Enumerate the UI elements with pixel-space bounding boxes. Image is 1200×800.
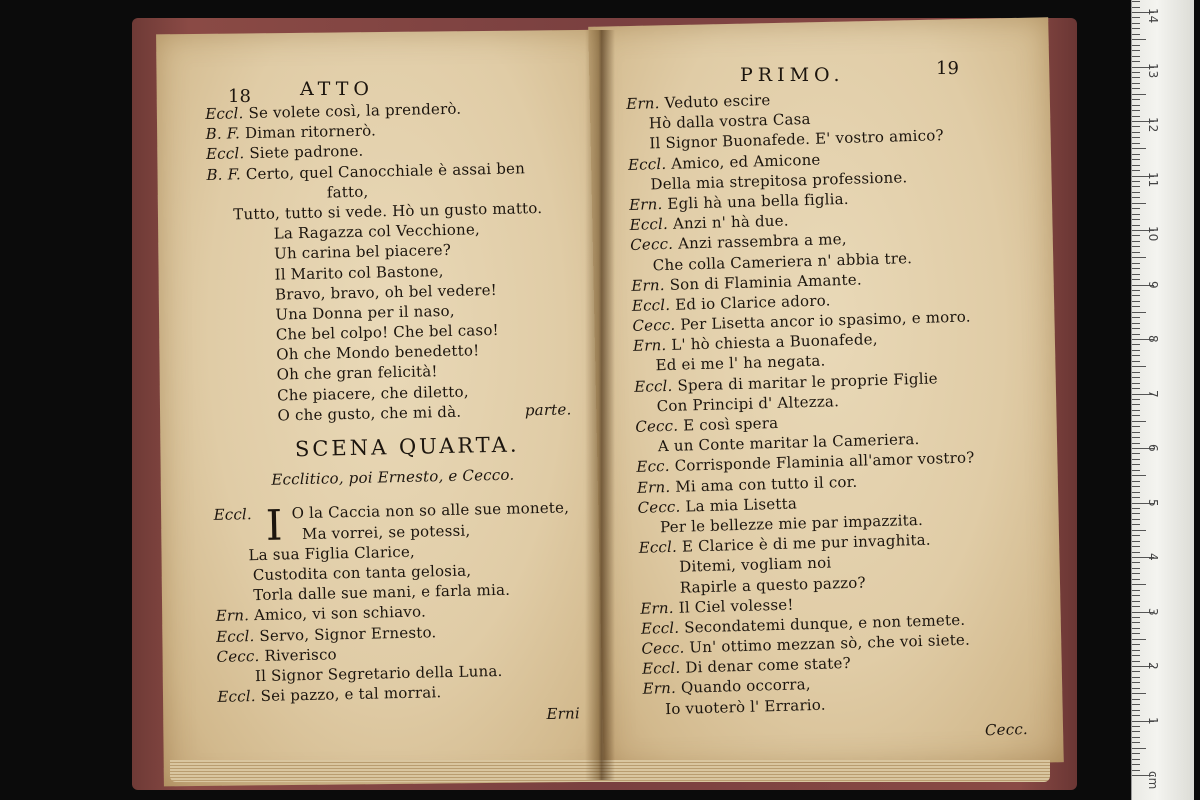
ruler-tick xyxy=(1132,404,1140,405)
ruler-tick xyxy=(1132,388,1140,389)
speaker-label: Eccl. xyxy=(205,144,245,164)
line-text: Ed io Clarice adoro. xyxy=(669,291,831,314)
ruler-tick xyxy=(1132,704,1140,705)
line-text: Siete padrone. xyxy=(244,142,364,163)
line-text: Diman ritornerò. xyxy=(239,121,377,143)
ruler-tick xyxy=(1132,181,1140,182)
line-text: Ma vorrei, se potessi, xyxy=(301,521,471,543)
ruler-tick xyxy=(1132,622,1140,623)
line-text: E Clarice è di me pur invaghita. xyxy=(676,530,932,556)
ruler-tick xyxy=(1132,590,1140,591)
ruler-label: 6 xyxy=(1146,444,1160,452)
ruler-tick xyxy=(1132,437,1140,438)
ruler-tick xyxy=(1132,595,1140,596)
line-text: Veduto escire xyxy=(659,90,771,113)
line-text: Di denar come state? xyxy=(680,654,852,677)
ruler-label: cm xyxy=(1146,771,1160,790)
ruler-tick xyxy=(1132,497,1140,498)
line-text: Riverisco xyxy=(259,645,337,665)
line-text: Hò dalla vostra Casa xyxy=(648,110,811,133)
ruler-tick xyxy=(1132,726,1140,727)
ruler-tick xyxy=(1132,1,1140,2)
ruler-tick xyxy=(1132,372,1140,373)
speaker-label: Cecc. xyxy=(635,416,679,436)
ruler-tick xyxy=(1132,355,1140,356)
ruler-tick xyxy=(1132,154,1140,155)
line-text: Con Principi d' Altezza. xyxy=(656,391,840,416)
ruler-tick xyxy=(1132,443,1140,444)
ruler-tick xyxy=(1132,770,1140,771)
ruler-tick xyxy=(1132,513,1140,514)
line-text: Spera di maritar le proprie Figlie xyxy=(672,369,938,395)
ruler-tick xyxy=(1132,688,1140,689)
ruler-tick xyxy=(1132,94,1146,95)
line-text: Tutto, tutto si vede. Hò un gusto matto. xyxy=(233,198,543,224)
left-dialogue-bottom-wrap xyxy=(213,497,617,707)
line-text: Il Ciel volesse! xyxy=(673,595,794,617)
ruler-tick xyxy=(1132,295,1140,296)
line-text: Oh che gran felicità! xyxy=(276,362,438,384)
ruler-label: 11 xyxy=(1146,171,1160,187)
ruler-tick xyxy=(1132,731,1140,732)
ruler-label: 9 xyxy=(1146,280,1160,289)
ruler-tick xyxy=(1132,748,1146,749)
ruler-tick xyxy=(1132,759,1140,760)
ruler-tick xyxy=(1132,753,1140,754)
ruler-tick xyxy=(1132,143,1140,144)
ruler-tick xyxy=(1132,541,1140,542)
ruler-tick xyxy=(1132,639,1146,640)
ruler-tick xyxy=(1132,481,1140,482)
ruler-label: 14 xyxy=(1146,8,1160,24)
speaker-label: Cecc. xyxy=(637,497,681,517)
ruler-label: 2 xyxy=(1146,662,1160,670)
ruler-tick xyxy=(1132,677,1140,678)
speaker-label: Cecc. xyxy=(216,646,260,666)
line-text: La Ragazza col Vecchione, xyxy=(273,220,481,243)
scene-characters: Ecclitico, poi Ernesto, e Cecco. xyxy=(271,465,515,489)
line-text: Servo, Signor Ernesto. xyxy=(254,622,437,645)
ruler-tick xyxy=(1132,50,1140,51)
speaker-label: Eccl. xyxy=(217,687,256,706)
ruler-label: 4 xyxy=(1146,553,1160,561)
ruler-tick xyxy=(1132,475,1146,476)
ruler-tick xyxy=(1132,110,1140,111)
line-text: Una Donna per il naso, xyxy=(275,301,455,324)
ruler-tick xyxy=(1132,764,1140,765)
ruler-tick xyxy=(1132,383,1140,384)
ruler-tick xyxy=(1132,650,1140,651)
speaker-label: Ern. xyxy=(626,94,660,113)
ruler-tick xyxy=(1132,584,1146,585)
ruler-tick xyxy=(1132,699,1140,700)
left-catchword: Erni xyxy=(546,704,581,724)
ruler-tick xyxy=(1132,77,1140,78)
ruler-tick xyxy=(1132,235,1140,236)
ruler-tick xyxy=(1132,742,1140,743)
ruler-tick xyxy=(1132,432,1140,433)
ruler-tick xyxy=(1132,56,1140,57)
ruler-tick xyxy=(1132,137,1140,138)
line-text: Se volete così, la prenderò. xyxy=(243,99,462,123)
ruler-tick xyxy=(1132,39,1146,40)
ruler-tick xyxy=(1132,617,1140,618)
line-text: A un Conte maritar la Cameriera. xyxy=(657,430,920,456)
ruler-tick xyxy=(1132,241,1140,242)
speaker-label: Ern. xyxy=(631,275,665,295)
speaker-label: Eccl. xyxy=(627,154,667,174)
ruler-tick xyxy=(1132,208,1140,209)
ruler-tick xyxy=(1132,693,1146,694)
speaker-label: Eccl. xyxy=(629,215,669,235)
stage-direction: parte. xyxy=(524,400,572,420)
measuring-ruler xyxy=(1131,0,1194,800)
line-text: Per Lisetta ancor io spasimo, e moro. xyxy=(675,307,971,334)
ruler-tick xyxy=(1132,268,1140,269)
speaker-label: Ern. xyxy=(640,598,674,618)
ruler-tick xyxy=(1132,530,1146,531)
ruler-tick xyxy=(1132,710,1140,711)
speaker-label: Eccl. xyxy=(215,626,255,646)
speaker-label: Ecc. xyxy=(636,457,670,477)
ruler-tick xyxy=(1132,421,1146,422)
line-text: Il Signor Buonafede. E' vostro amico? xyxy=(649,126,944,153)
ruler-tick xyxy=(1132,252,1140,253)
ruler-tick xyxy=(1132,165,1140,166)
speaker-label: Eccl. xyxy=(641,658,681,679)
speaker-label: Ern. xyxy=(628,194,663,214)
speaker-label: Cecc. xyxy=(629,235,674,255)
ruler-tick xyxy=(1132,350,1140,351)
speaker-label: Eccl. xyxy=(633,376,673,396)
ruler-tick xyxy=(1132,715,1140,716)
ruler-tick xyxy=(1132,546,1140,547)
line-text: Certo, quel Canocchiale è assai ben xyxy=(240,158,526,183)
line-text: fatto, xyxy=(326,182,369,202)
ruler-tick xyxy=(1132,453,1140,454)
ruler-tick xyxy=(1132,366,1146,367)
line-text: Anzi rassembra a me, xyxy=(672,230,847,254)
ruler-tick xyxy=(1132,61,1140,62)
ruler-tick xyxy=(1132,671,1140,672)
ruler-tick xyxy=(1132,17,1140,18)
ruler-tick xyxy=(1132,682,1140,683)
line-text: Custodita con tanta gelosia, xyxy=(252,561,472,585)
line-text: La sua Figlia Clarice, xyxy=(248,542,416,564)
line-text: Il Marito col Bastone, xyxy=(274,261,444,284)
ruler-tick xyxy=(1132,628,1140,629)
ruler-tick xyxy=(1132,459,1140,460)
line-text: Bravo, bravo, oh bel vedere! xyxy=(274,280,498,304)
ruler-tick xyxy=(1132,377,1140,378)
line-text: Amico, vi son schiavo. xyxy=(248,602,427,625)
line-text: Secondatemi dunque, e non temete. xyxy=(678,610,966,637)
speaker-label: Ern. xyxy=(642,679,677,699)
ruler-tick xyxy=(1132,552,1140,553)
ruler-tick xyxy=(1132,312,1146,313)
ruler-tick xyxy=(1132,306,1140,307)
ruler-tick xyxy=(1132,323,1140,324)
ruler-tick xyxy=(1132,83,1140,84)
line-text: Mi ama con tutto il cor. xyxy=(670,472,858,496)
ruler-tick xyxy=(1132,219,1140,220)
ruler-tick xyxy=(1132,72,1140,73)
ruler-tick xyxy=(1132,88,1140,89)
ruler-tick xyxy=(1132,410,1140,411)
ruler-tick xyxy=(1132,486,1140,487)
ruler-tick xyxy=(1132,562,1140,563)
ruler-tick xyxy=(1132,361,1140,362)
line-text: Che bel colpo! Che bel caso! xyxy=(275,320,500,344)
ruler-label: 12 xyxy=(1146,117,1160,133)
ruler-tick xyxy=(1132,644,1140,645)
speaker-label: Ern. xyxy=(636,477,671,497)
speaker-label: Eccl. xyxy=(213,505,253,525)
ruler-tick xyxy=(1132,105,1140,106)
speaker-label: B. F. xyxy=(206,164,242,184)
line-text: Anzi n' hà due. xyxy=(667,211,789,234)
ruler-tick xyxy=(1132,7,1140,8)
ruler-tick xyxy=(1132,192,1140,193)
ruler-tick xyxy=(1132,334,1140,335)
line-text: Uh carina bel piacere? xyxy=(273,241,452,263)
ruler-tick xyxy=(1132,132,1140,133)
line-text: Io vuoterò l' Errario. xyxy=(664,695,826,718)
ruler-tick xyxy=(1132,279,1140,280)
ruler-tick xyxy=(1132,170,1140,171)
right-page-number: 19 xyxy=(936,58,959,79)
speaker-label: Ern. xyxy=(215,606,250,626)
line-text: Amico, ed Amicone xyxy=(666,150,821,173)
ruler-tick xyxy=(1132,344,1140,345)
ruler-tick xyxy=(1132,606,1140,607)
line-text: Egli hà una bella figlia. xyxy=(662,189,849,213)
ruler-tick xyxy=(1132,148,1146,149)
line-text: Della mia strepitosa professione. xyxy=(650,167,908,194)
line-text: Son di Flaminia Amante. xyxy=(664,270,863,294)
ruler-tick xyxy=(1132,203,1146,204)
speaker-label: Eccl. xyxy=(640,618,680,638)
ruler-tick xyxy=(1132,579,1140,580)
line-text: Per le bellezze mie par impazzita. xyxy=(659,510,924,537)
right-running-header: PRIMO. xyxy=(740,64,845,86)
ruler-tick xyxy=(1132,23,1140,24)
speaker-label: Ern. xyxy=(632,336,667,356)
line-text: Un' ottimo mezzan sò, che voi siete. xyxy=(684,630,971,657)
left-running-header: ATTO xyxy=(300,78,374,100)
ruler-tick xyxy=(1132,464,1140,465)
ruler-tick xyxy=(1132,661,1140,662)
ruler-label: 1 xyxy=(1146,716,1160,725)
left-dialogue-top xyxy=(205,96,612,427)
line-text: Ditemi, vogliam noi xyxy=(678,553,832,577)
ruler-tick xyxy=(1132,116,1140,117)
left-dialogue-bottom xyxy=(213,497,617,707)
ruler-tick xyxy=(1132,573,1140,574)
ruler-tick xyxy=(1132,535,1140,536)
right-page-text xyxy=(626,82,1064,749)
ruler-label: 10 xyxy=(1146,226,1160,242)
ruler-tick xyxy=(1132,655,1140,656)
ruler-tick xyxy=(1132,257,1146,258)
ruler-tick xyxy=(1132,508,1140,509)
speaker-label: Eccl. xyxy=(638,537,678,557)
ruler-tick xyxy=(1132,290,1140,291)
ruler-tick xyxy=(1132,45,1140,46)
ruler-label: 13 xyxy=(1146,62,1160,78)
line-text: Sei pazzo, e tal morrai. xyxy=(255,683,442,706)
line-text: Quando occorra, xyxy=(675,675,812,698)
speaker-label: Cecc. xyxy=(632,315,676,335)
right-catchword: Cecc. xyxy=(984,719,1029,740)
ruler-tick xyxy=(1132,737,1140,738)
ruler-tick xyxy=(1132,633,1140,634)
ruler-tick xyxy=(1132,426,1140,427)
ruler-tick xyxy=(1132,263,1140,264)
ruler-tick xyxy=(1132,301,1140,302)
left-page-number: 18 xyxy=(228,86,251,107)
speaker-label: Cecc. xyxy=(641,638,685,658)
ruler-tick xyxy=(1132,99,1140,100)
line-text: Rapirle a questo pazzo? xyxy=(679,573,866,597)
line-text: Ed ei me l' ha negata. xyxy=(655,351,826,375)
ruler-label: 3 xyxy=(1146,607,1160,616)
left-page-text xyxy=(205,96,618,732)
ruler-tick xyxy=(1132,415,1140,416)
line-text: O la Caccia non so alle sue monete, xyxy=(291,498,570,523)
ruler-tick xyxy=(1132,519,1140,520)
ruler-tick xyxy=(1132,328,1140,329)
ruler-tick xyxy=(1132,214,1140,215)
line-text: Corrisponde Flaminia all'amor vostro? xyxy=(669,448,975,476)
line-text: Che colla Cameriera n' abbia tre. xyxy=(652,248,913,274)
ruler-tick xyxy=(1132,399,1140,400)
ruler-tick xyxy=(1132,470,1140,471)
speaker-label: Eccl. xyxy=(205,104,244,123)
scene-title: SCENA QUARTA. xyxy=(294,432,520,462)
ruler-tick xyxy=(1132,126,1140,127)
ruler-tick xyxy=(1132,28,1140,29)
ruler-tick xyxy=(1132,225,1140,226)
ruler-tick xyxy=(1132,524,1140,525)
ruler-label: 7 xyxy=(1146,389,1160,398)
ruler-tick xyxy=(1132,159,1140,160)
ruler-tick xyxy=(1132,568,1140,569)
drop-cap: I xyxy=(265,500,284,551)
ruler-tick xyxy=(1132,274,1140,275)
ruler-tick xyxy=(1132,246,1140,247)
line-text: O che gusto, che mi dà. xyxy=(277,402,462,425)
line-text: Il Signor Segretario della Luna. xyxy=(254,661,503,685)
ruler-tick xyxy=(1132,492,1140,493)
ruler-label: 5 xyxy=(1146,498,1160,507)
line-text: La mia Lisetta xyxy=(680,494,798,516)
line-text: Che piacere, che diletto, xyxy=(276,382,469,405)
line-text: Oh che Mondo benedetto! xyxy=(276,341,480,364)
ruler-tick xyxy=(1132,34,1140,35)
line-text: E così spera xyxy=(677,413,779,435)
speaker-label: B. F. xyxy=(205,124,241,144)
speaker-label: Eccl. xyxy=(631,295,671,315)
line-text: Torla dalle sue mani, e farla mia. xyxy=(253,580,511,605)
right-dialogue xyxy=(626,82,1063,719)
ruler-tick xyxy=(1132,601,1140,602)
ruler-label: 8 xyxy=(1146,335,1160,343)
ruler-tick xyxy=(1132,186,1140,187)
ruler-tick xyxy=(1132,197,1140,198)
line-text: L' hò chiesta a Buonafede, xyxy=(666,330,878,355)
ruler-tick xyxy=(1132,317,1140,318)
